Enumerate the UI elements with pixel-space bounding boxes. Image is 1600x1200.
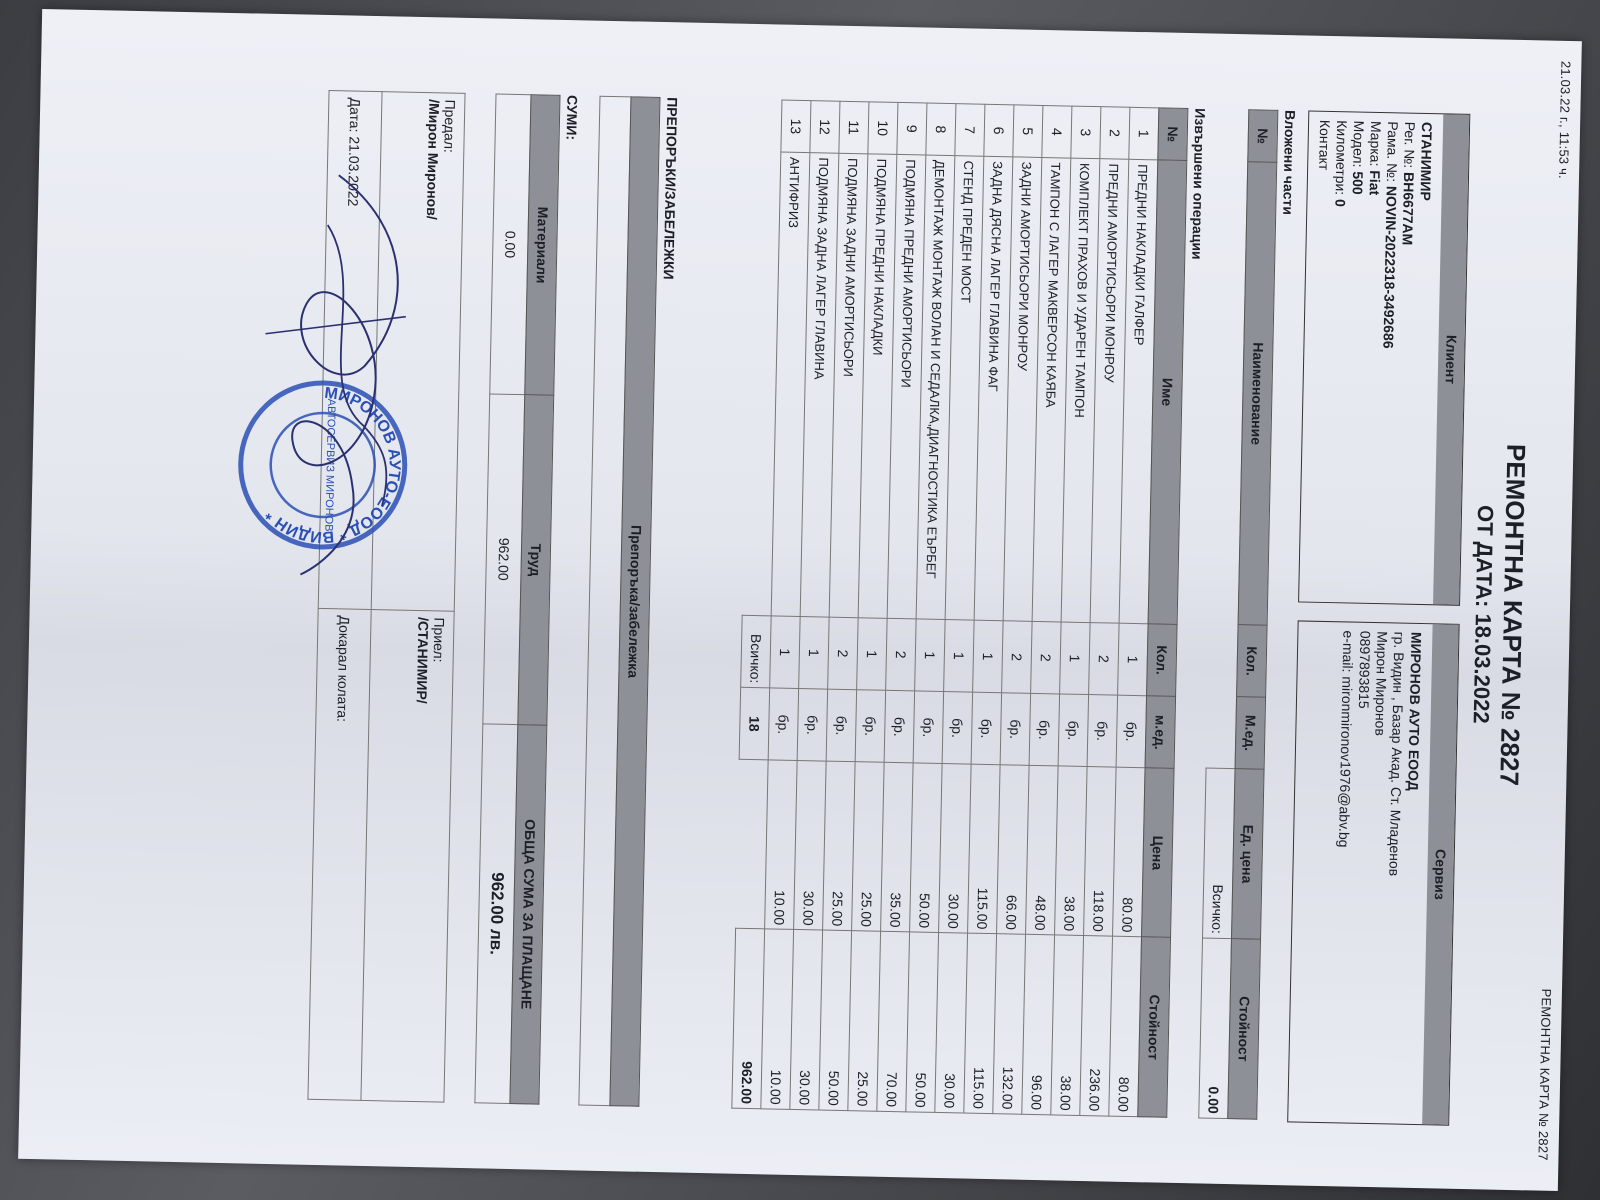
row-unit: бр. — [884, 691, 914, 763]
row-name: ПОДМЯНА ЗАДНА ЛАГЕР ГЛАВИНА — [800, 153, 839, 617]
client-frame: Рама. №: NOVIN-2022318-3492686 — [1380, 121, 1402, 349]
row-qty: 1 — [944, 619, 975, 692]
row-value: 96.00 — [1022, 935, 1055, 1115]
row-no: 6 — [984, 104, 1014, 157]
row-price: 38.00 — [1055, 766, 1088, 936]
row-qty: 2 — [886, 618, 917, 691]
stamp-ring-text: МИРОНОВ АУТО-ЕООД * ВИДИН * — [262, 384, 403, 546]
brought-cell — [308, 608, 371, 1100]
brought-label: Докарал колата: — [334, 615, 353, 723]
row-unit: бр. — [1087, 695, 1117, 767]
row-no: 13 — [781, 100, 811, 153]
row-value: 115.00 — [964, 934, 997, 1114]
row-unit: бр. — [1116, 695, 1146, 767]
service-heading: Сервиз — [1422, 624, 1458, 1124]
row-unit: бр. — [1029, 694, 1059, 766]
row-qty: 2 — [1031, 621, 1062, 694]
row-value: 132.00 — [993, 934, 1026, 1114]
client-model: Модел: 500 — [1349, 120, 1368, 195]
row-no: 3 — [1071, 106, 1101, 159]
row-name: КОМПЛЕКТ ПРАХОВ И УДАРЕН ТАМПОН — [1061, 158, 1100, 622]
row-value: 30.00 — [790, 930, 823, 1110]
repair-card-sheet — [18, 9, 1582, 1191]
row-price: 66.00 — [997, 765, 1030, 935]
parts-col-value: Стойност — [1228, 939, 1261, 1120]
ops-col-no: № — [1158, 108, 1188, 161]
row-unit: бр. — [942, 692, 972, 764]
ops-total: 962.00 — [732, 929, 765, 1109]
ops-col-unit: м.ед. — [1145, 696, 1175, 768]
row-price: 30.00 — [939, 764, 972, 934]
parts-label: Вложени части — [1280, 109, 1299, 216]
ops-col-name: Име — [1148, 160, 1187, 624]
sums-total: 962.00 лв. — [475, 724, 518, 1104]
row-value: 50.00 — [906, 932, 939, 1112]
row-qty: 2 — [1089, 622, 1120, 695]
operations-label: Извършени операции — [1189, 108, 1209, 260]
client-name: СТАНИМИР — [1417, 121, 1436, 201]
row-no: 5 — [1013, 105, 1043, 158]
client-reg: Рег. №: ВН6677АМ — [1399, 121, 1419, 246]
row-value: 25.00 — [848, 931, 881, 1111]
row-value: 50.00 — [819, 931, 852, 1111]
row-price: 80.00 — [1113, 767, 1146, 937]
row-name: СТЕНД ПРЕДЕН МОСТ — [945, 156, 984, 620]
row-qty: 1 — [799, 616, 830, 689]
service-box — [1287, 620, 1459, 1125]
row-value: 236.00 — [1080, 936, 1113, 1116]
document-title: РЕМОНТНА КАРТА № 2827 — [1494, 443, 1532, 787]
row-value: 80.00 — [1109, 937, 1142, 1117]
received-cell — [361, 610, 454, 1103]
notes-table — [578, 96, 660, 1107]
parts-total: 0.00 — [1199, 938, 1232, 1119]
row-value: 70.00 — [877, 932, 910, 1112]
row-unit: бр. — [1058, 694, 1088, 766]
client-box — [1298, 111, 1470, 606]
parts-col-qty: Кол. — [1237, 625, 1267, 697]
row-name: ПОДМЯНА ЗАДНИ АМОРТИСЬОРИ — [829, 153, 868, 617]
row-name: ПОДМЯНА ПРЕДНИ НАКЛАДКИ — [858, 154, 897, 618]
row-name: ЗАДНИ АМОРТИСЬОРИ МОНРОУ — [1003, 157, 1042, 621]
handed-label: Предал: — [441, 99, 459, 154]
row-unit: бр. — [855, 690, 885, 762]
row-price: 35.00 — [881, 763, 914, 933]
row-name: ПРЕДНИ АМОРТИСЬОРИ МОНРОУ — [1090, 159, 1129, 623]
service-person: Мирон Миронов — [1372, 631, 1391, 737]
sums-label: СУМИ: — [563, 94, 581, 141]
received-name: /СТАНИМИР/ — [413, 616, 432, 704]
sums-total-label: ОБЩА СУМА ЗА ПЛАЩАНЕ — [510, 724, 547, 1104]
row-qty: 1 — [1118, 623, 1149, 696]
operations-body — [761, 100, 1159, 1117]
row-name: ЗАДНА ДЯСНА ЛАГЕР ГЛАВИНА ФАГ — [974, 156, 1013, 620]
row-value: 10.00 — [761, 929, 794, 1109]
row-no: 10 — [868, 102, 898, 155]
row-price: 25.00 — [823, 761, 856, 931]
row-qty: 2 — [828, 617, 859, 690]
row-name: ДЕМОНТАЖ МОНТАЖ ВОЛАН И СЕДАЛКА,ДИАГНОСТИКА ЕЪРБЕГ — [916, 155, 955, 619]
date-label: Дата: 21.03.2022 — [345, 97, 364, 207]
ops-total-qty: 18 — [739, 688, 769, 760]
ops-total-label: Всичко: — [741, 615, 772, 688]
row-name: ПОДМЯНА ПРЕДНИ АМОРТИСЬОРИ — [887, 155, 926, 619]
row-name: ПРЕДНИ НАКЛАДКИ ГАЛФЕР — [1119, 159, 1158, 623]
row-value: 30.00 — [935, 933, 968, 1113]
document-date: ОТ ДАТА: 18.03.2022 — [1468, 504, 1499, 724]
client-km: Километри: 0 — [1332, 120, 1351, 208]
row-price: 10.00 — [765, 760, 798, 930]
parts-col-name: Наименование — [1238, 162, 1277, 626]
row-qty: 1 — [1060, 622, 1091, 695]
sums-materials: 0.00 — [490, 94, 531, 395]
received-label: Приел: — [430, 617, 448, 663]
running-header: РЕМОНТНА КАРТА № 2827 — [1535, 988, 1555, 1161]
row-price: 118.00 — [1084, 767, 1117, 937]
row-no: 2 — [1100, 107, 1130, 160]
sums-labor: 962.00 — [483, 394, 525, 724]
notes-label: ПРЕПОРЪКИ/ЗАБЕЛЕЖКИ — [660, 97, 681, 280]
row-no: 7 — [955, 104, 985, 157]
row-qty: 1 — [770, 616, 801, 689]
parts-col-unit: М.ед. — [1235, 697, 1266, 770]
notes-header: Препоръка/забележка — [610, 97, 660, 1106]
row-no: 9 — [897, 102, 927, 155]
client-make: Марка: Fiat — [1366, 120, 1385, 196]
row-no: 1 — [1129, 107, 1159, 160]
sums-labor-label: Труд — [518, 395, 554, 725]
client-contact: Контакт — [1316, 119, 1334, 171]
parts-col-no: № — [1248, 110, 1278, 163]
row-value: 38.00 — [1051, 935, 1084, 1115]
row-qty: 1 — [973, 620, 1004, 693]
service-name: МИРОНОВ АУТО ЕООД — [1405, 631, 1425, 792]
row-no: 11 — [839, 101, 869, 154]
parts-table — [1198, 109, 1278, 1120]
row-no: 4 — [1042, 105, 1072, 158]
row-no: 8 — [926, 103, 956, 156]
row-unit: бр. — [971, 692, 1001, 764]
parts-col-price: Ед. цена — [1232, 769, 1265, 939]
ops-col-qty: Кол. — [1147, 624, 1178, 697]
service-email: e-mail: mironmironov1976@abv.bg — [1335, 630, 1357, 848]
row-unit: бр. — [768, 688, 798, 760]
service-address: гр. Видин , Базар Акад. Ст. Младенов — [1386, 631, 1408, 877]
row-unit: бр. — [913, 691, 943, 763]
row-price: 25.00 — [852, 762, 885, 932]
row-price: 30.00 — [794, 761, 827, 931]
row-qty: 2 — [1002, 621, 1033, 694]
row-unit: бр. — [797, 689, 827, 761]
row-unit: бр. — [1000, 693, 1030, 765]
service-phone: 0897893815 — [1355, 630, 1374, 709]
row-no: 12 — [810, 101, 840, 154]
sums-materials-label: Материали — [525, 95, 560, 396]
row-price: 48.00 — [1026, 766, 1059, 936]
timestamp: 21.03.22 г., 11:53 ч. — [1555, 60, 1574, 180]
handwritten-signature — [250, 164, 429, 587]
operations-table — [731, 99, 1188, 1118]
stamp-inner-text: АВТОСЕРВИЗ МИРОНОВ — [322, 398, 338, 532]
document-area — [10, 10, 1590, 1190]
sums-table — [474, 94, 560, 1105]
row-qty: 1 — [915, 619, 946, 692]
row-price: 50.00 — [910, 763, 943, 933]
handed-name: /Мирон Миронов/ — [423, 99, 443, 220]
row-qty: 1 — [857, 618, 888, 691]
ops-col-value: Стойност — [1138, 937, 1171, 1117]
row-unit: бр. — [826, 689, 856, 761]
row-name: ТАМПОН С ЛАГЕР МАКВЕРСОН КАЯБА — [1032, 158, 1071, 622]
ops-col-price: Цена — [1142, 768, 1175, 938]
client-heading: Клиент — [1433, 114, 1469, 604]
row-name: АНТИФРИЗ — [771, 152, 810, 616]
row-price: 115.00 — [968, 764, 1001, 934]
parts-total-label: Всичко: — [1203, 768, 1236, 938]
